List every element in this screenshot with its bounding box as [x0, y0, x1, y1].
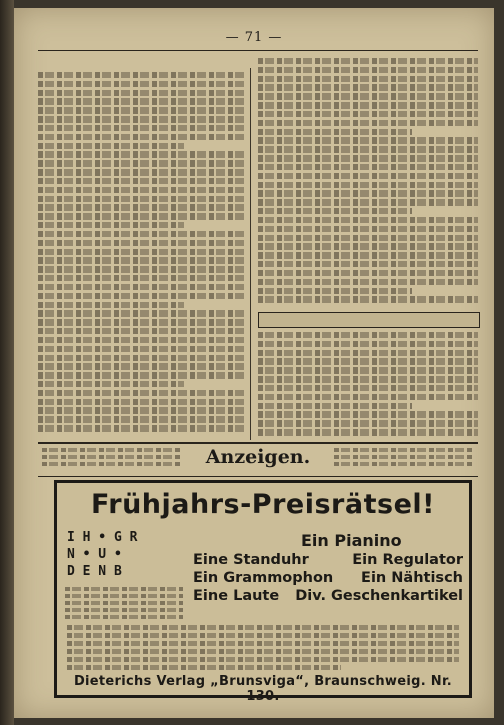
text-line — [38, 302, 184, 308]
text-line — [38, 134, 246, 140]
ads-heading: Anzeigen. — [205, 446, 311, 468]
text-line — [258, 332, 478, 338]
section-heading-box — [258, 312, 480, 328]
text-line — [38, 399, 246, 405]
text-line — [258, 208, 412, 214]
text-line — [258, 341, 478, 347]
text-line — [38, 204, 246, 210]
puzzle-letter-grid — [67, 529, 137, 580]
text-line — [38, 72, 246, 78]
text-line — [38, 346, 246, 352]
main-prize: Ein Pianino — [301, 531, 402, 550]
text-line — [38, 266, 246, 272]
text-line — [258, 296, 478, 302]
text-line — [258, 350, 478, 356]
text-line — [258, 226, 478, 232]
right-column-text — [258, 58, 478, 304]
text-line — [38, 275, 246, 281]
prize-row — [193, 551, 463, 569]
text-line — [258, 146, 478, 152]
text-line — [38, 98, 246, 104]
text-line — [258, 261, 478, 267]
puzzle-hint — [65, 587, 183, 622]
ad-body-text — [67, 625, 459, 674]
prize-list — [193, 551, 463, 605]
text-line — [38, 249, 246, 255]
text-line — [258, 420, 478, 426]
newspaper-page — [14, 8, 494, 718]
left-column-text — [38, 72, 246, 438]
text-line — [258, 173, 478, 179]
text-line — [258, 58, 478, 64]
prize-item: Div. Geschenkartikel — [295, 588, 463, 604]
text-line — [38, 310, 246, 316]
text-line — [258, 76, 478, 82]
text-line — [258, 164, 478, 170]
book-spine-shadow — [0, 0, 14, 725]
text-line — [258, 403, 412, 409]
text-line — [258, 67, 478, 73]
puzzle-advertisement — [54, 480, 472, 704]
text-line — [38, 196, 246, 202]
column-divider — [250, 68, 251, 440]
ad-order-note — [334, 448, 474, 469]
ad-headline: Frühjahrs-Preisrätsel! — [91, 489, 435, 520]
text-line — [38, 90, 246, 96]
puzzle-row: D E N B — [67, 564, 122, 579]
text-line — [258, 102, 478, 108]
prize-item: Ein Nähtisch — [361, 570, 463, 586]
prize-item: Ein Grammophon — [193, 570, 334, 586]
text-line — [258, 111, 478, 117]
text-line — [258, 394, 478, 400]
ads-header-bar — [38, 442, 478, 477]
text-line — [258, 155, 478, 161]
prize-row — [193, 569, 463, 587]
text-line — [38, 319, 246, 325]
text-line — [258, 217, 478, 223]
text-line — [258, 93, 478, 99]
text-line — [38, 151, 246, 157]
text-line — [258, 270, 478, 276]
text-line — [258, 252, 478, 258]
text-line — [38, 222, 184, 228]
text-line — [258, 182, 478, 188]
section-article-text — [258, 332, 478, 438]
text-line — [258, 235, 478, 241]
publisher-line: Dieterichs Verlag „Brunsviga“, Braunschweig. Nr. 130. — [73, 674, 453, 704]
text-line — [38, 257, 246, 263]
text-line — [38, 381, 184, 387]
text-line — [38, 355, 246, 361]
ad-prices-note — [42, 448, 182, 469]
text-line — [38, 116, 246, 122]
text-line — [38, 337, 246, 343]
prize-item: Eine Laute — [193, 588, 280, 604]
text-line — [258, 279, 478, 285]
text-line — [38, 169, 246, 175]
text-line — [38, 160, 246, 166]
text-line — [258, 411, 478, 417]
prize-item: Ein Regulator — [352, 552, 463, 568]
page-number: — 71 — — [225, 30, 283, 45]
prize-item: Eine Standuhr — [193, 552, 309, 568]
text-line — [38, 240, 246, 246]
text-line — [38, 363, 246, 369]
text-line — [38, 81, 246, 87]
text-line — [258, 199, 478, 205]
text-line — [258, 385, 478, 391]
text-line — [258, 429, 478, 435]
text-line — [38, 372, 246, 378]
text-line — [258, 137, 478, 143]
text-line — [38, 107, 246, 113]
text-line — [258, 190, 478, 196]
text-line — [38, 425, 246, 431]
text-line — [38, 231, 246, 237]
text-line — [38, 416, 246, 422]
text-line — [258, 288, 412, 294]
text-line — [38, 390, 246, 396]
text-line — [38, 293, 246, 299]
text-line — [258, 358, 478, 364]
text-line — [258, 129, 412, 135]
text-line — [38, 328, 246, 334]
text-line — [38, 213, 246, 219]
prize-row — [193, 587, 463, 605]
text-line — [38, 178, 246, 184]
text-line — [38, 125, 246, 131]
text-line — [38, 187, 246, 193]
text-line — [38, 284, 246, 290]
text-line — [258, 84, 478, 90]
puzzle-row: N • U • — [67, 547, 122, 562]
text-line — [258, 376, 478, 382]
text-line — [38, 407, 246, 413]
text-line — [258, 120, 478, 126]
text-line — [258, 367, 478, 373]
text-line — [38, 143, 184, 149]
puzzle-row: I H • G R — [67, 530, 138, 545]
header-rule — [38, 50, 478, 51]
text-line — [258, 243, 478, 249]
